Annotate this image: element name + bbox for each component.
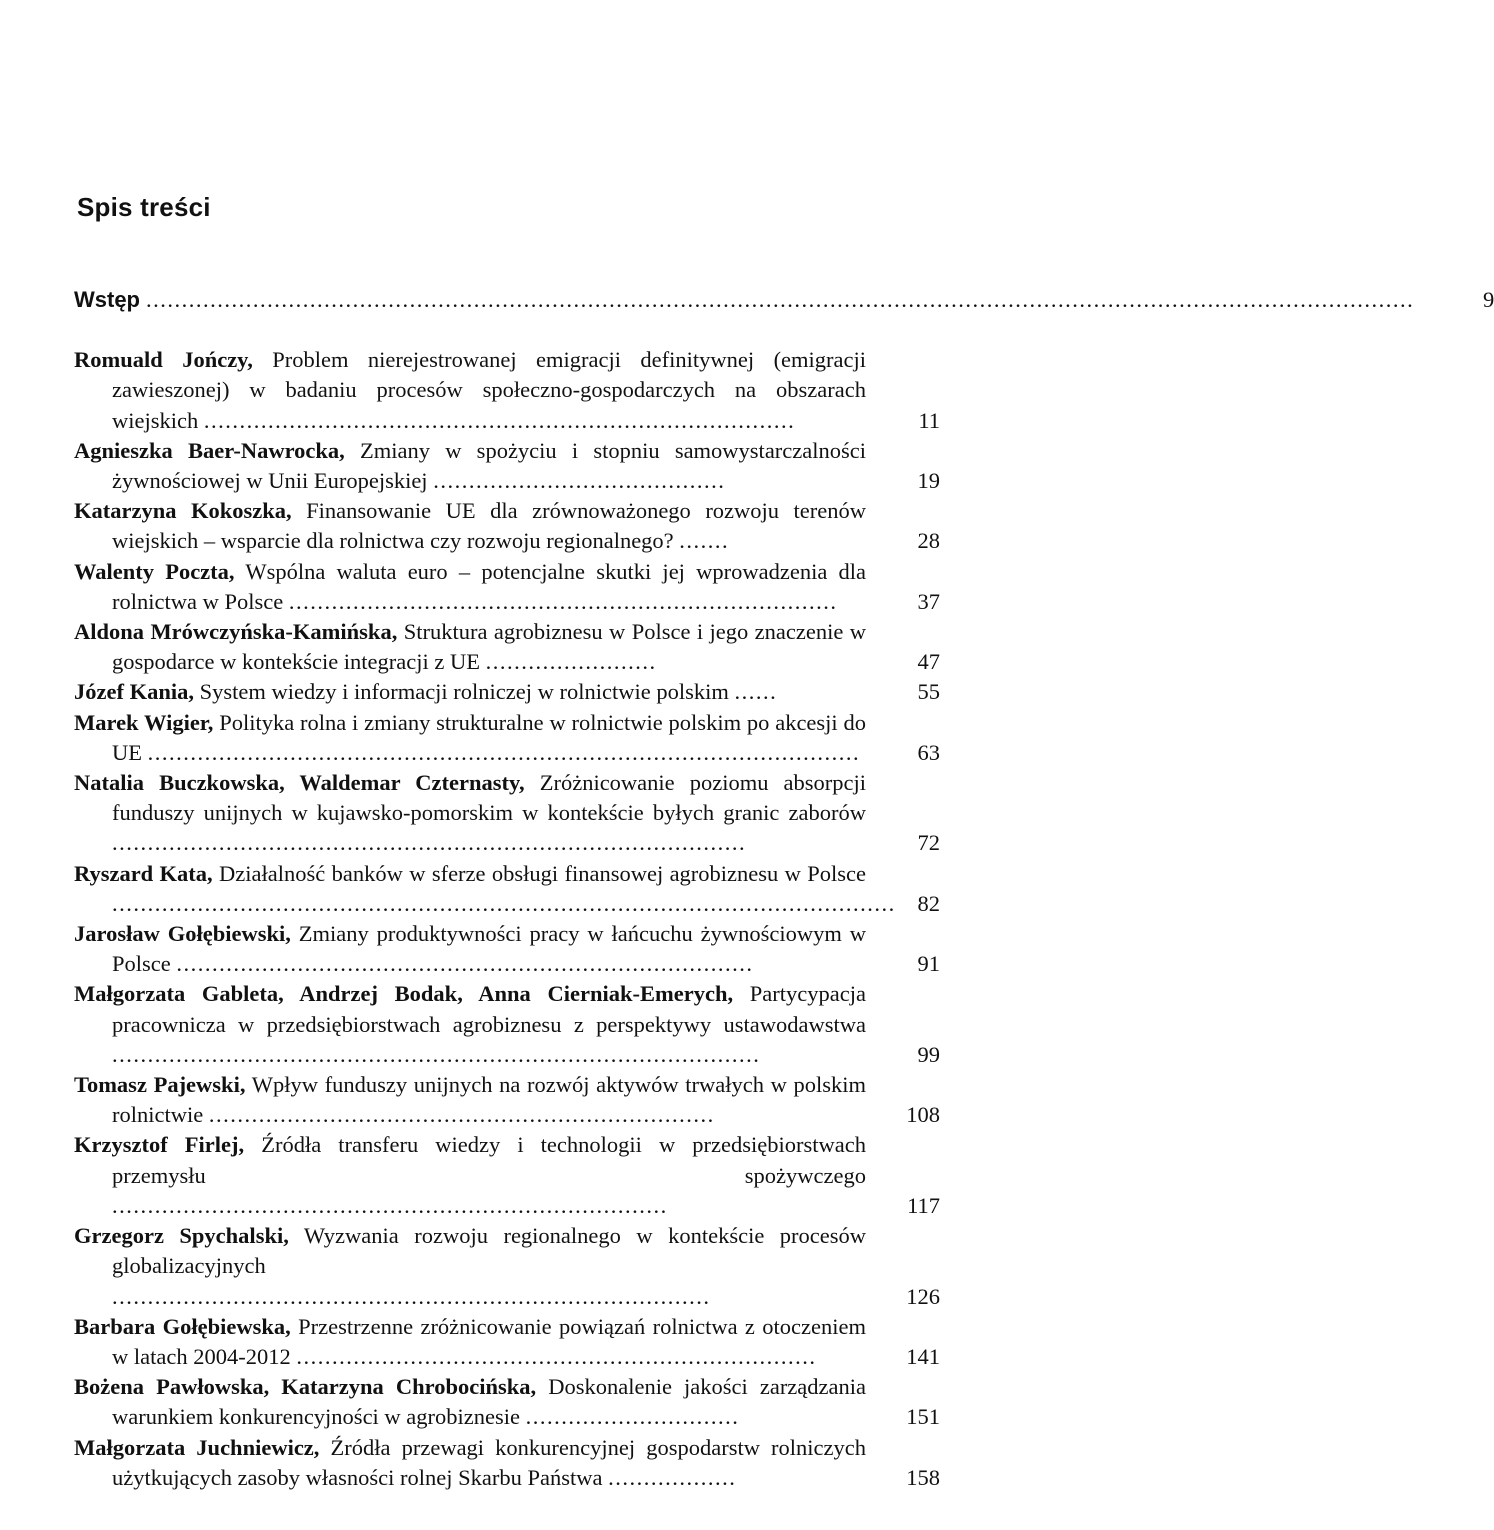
toc-entry[interactable] [74, 436, 940, 496]
dot-leader: ...... [734, 679, 778, 705]
toc-entry[interactable] [74, 1433, 940, 1493]
table-of-contents [74, 285, 1494, 1493]
entry-author: Jarosław Gołębiewski, [74, 921, 291, 947]
entry-title: Wspólna waluta euro – potencjalne skutki jej wprowadzenia dla rolnictwa w Polsce [112, 558, 867, 614]
entry-text [74, 496, 866, 556]
entry-author: Józef Kania, [74, 679, 194, 705]
entry-title: Finansowanie UE dla zrównoważonego rozwoju terenów wiejskich – wsparcie dla rolnictwa czy rozwoju regionalnego? [112, 498, 867, 554]
dot-leader: ....... [679, 528, 730, 554]
entry-author: Natalia Buczkowska, Waldemar Czternasty, [74, 770, 525, 796]
toc-entry[interactable] [74, 979, 940, 1070]
dot-leader: ......................................... [433, 468, 726, 494]
page-number: 108 [906, 1102, 940, 1128]
dot-leader: ........................ [485, 649, 657, 675]
dot-leader: ................................................................................. [176, 951, 754, 977]
entry-title: Wyzwania rozwoju regionalnego w kontekście procesów globalizacyjnych [112, 1223, 867, 1279]
page-number: 82 [917, 890, 940, 916]
intro-label: Wstęp [74, 287, 140, 312]
entry-title: Doskonalenie jakości zarządzania warunkiem konkurencyjności w agrobiznesie [112, 1374, 866, 1430]
toc-entry[interactable] [74, 708, 940, 768]
entry-author: Krzysztof Firlej, [74, 1132, 245, 1158]
entry-title: Zmiany w spożyciu i stopniu samowystarczalności żywnościowej w Unii Europejskiej [112, 437, 866, 494]
toc-entry[interactable] [74, 1372, 940, 1432]
toc-entry[interactable] [74, 557, 940, 617]
toc-entry[interactable] [74, 496, 940, 556]
entry-title: Przestrzenne zróżnicowanie powiązań rolnictwa z otoczeniem w latach 2004-2012 [112, 1313, 866, 1369]
dot-leader: .............................. [525, 1404, 740, 1430]
entry-text [74, 1433, 866, 1493]
page-number: 117 [907, 1192, 940, 1218]
entry-author: Ryszard Kata, [74, 860, 213, 886]
entry-author: Agnieszka Baer-Nawrocka, [74, 437, 345, 463]
entry-text [74, 979, 866, 1070]
dot-leader: ......................................................................................... [112, 830, 747, 856]
entry-author: Bożena Pawłowska, Katarzyna Chrobocińska, [74, 1374, 537, 1400]
entry-title: Wpływ funduszy unijnych na rozwój aktywów trwałych w polskim rolnictwie [112, 1072, 867, 1128]
entry-author: Romuald Jończy, [74, 347, 253, 373]
dot-leader: ....................................................................... [208, 1102, 715, 1128]
entry-author: Barbara Gołębiewska, [74, 1313, 291, 1339]
toc-entry[interactable] [74, 1130, 940, 1221]
page-number: 9 [1483, 287, 1494, 312]
page-number: 151 [906, 1404, 940, 1430]
dot-leader: .................................................................................................... [147, 739, 861, 765]
entry-text [74, 1372, 866, 1432]
entry-author: Małgorzata Juchniewicz, [74, 1434, 320, 1460]
page-number: 47 [917, 649, 940, 675]
entry-text [74, 436, 866, 496]
entry-title: Struktura agrobiznesu w Polsce i jego znaczenie w gospodarce w kontekście integracji z UE [112, 619, 867, 675]
entry-title: Zróżnicowanie poziomu absorpcji funduszy unijnych w kujawsko-pomorskim w kontekście byłych granic zaborów [112, 770, 867, 826]
entry-text [74, 768, 866, 859]
entry-author: Aldona Mrówczyńska-Kamińska, [74, 619, 398, 645]
toc-entry[interactable] [74, 859, 940, 919]
entry-title: System wiedzy i informacji rolniczej w rolnictwie polskim [199, 679, 729, 705]
toc-entry[interactable] [74, 919, 940, 979]
entry-title: Problem nierejestrowanej emigracji definitywnej (emigracji zawieszonej) w badaniu procesów społeczno-gospodarczych na obszarach wiejskich [112, 347, 867, 433]
page-number: 126 [906, 1283, 940, 1309]
entry-text [74, 1312, 866, 1372]
page-number: 11 [918, 407, 940, 433]
entry-title: Partycypacja pracownicza w przedsiębiorstwach agrobiznesu z perspektywy ustawodawstwa [112, 981, 866, 1037]
entry-title: Działalność banków w sferze obsługi finansowej agrobiznesu w Polsce [219, 860, 866, 886]
entry-author: Walenty Poczta, [74, 558, 235, 584]
dot-leader: ......................................................................... [296, 1343, 817, 1369]
entry-text [74, 859, 896, 919]
dot-leader: .............................................................................................................. [112, 890, 896, 916]
entry-title: Zmiany produktywności pracy w łańcuchu żywnościowym w Polsce [112, 921, 867, 977]
entry-text [74, 617, 866, 677]
entry-text [74, 677, 866, 707]
entry-title: Źródła przewagi konkurencyjnej gospodarstw rolniczych użytkujących zasoby własności rolnej Skarbu Państwa [112, 1434, 867, 1490]
page-number: 28 [917, 528, 940, 554]
toc-entry-intro[interactable] [74, 285, 1494, 315]
page-number: 19 [917, 468, 940, 494]
entry-text [74, 919, 866, 979]
entry-text [74, 708, 866, 768]
entry-author: Małgorzata Gableta, Andrzej Bodak, Anna Cierniak-Emerych, [74, 981, 734, 1007]
dot-leader: .................................................................................... [112, 1283, 711, 1309]
entry-text [74, 345, 866, 436]
dot-leader: .................. [608, 1464, 737, 1490]
entry-author: Grzegorz Spychalski, [74, 1223, 289, 1249]
entry-text [74, 1070, 866, 1130]
page-number: 141 [906, 1343, 940, 1369]
dot-leader: ................................................................................... [203, 407, 796, 433]
toc-entry[interactable] [74, 1070, 940, 1130]
toc-entry[interactable] [74, 1312, 940, 1372]
page-number: 55 [917, 679, 940, 705]
toc-entry[interactable] [74, 1221, 940, 1312]
dot-leader: .............................................................................. [112, 1192, 668, 1218]
entry-text [74, 557, 866, 617]
toc-heading: Spis treści [77, 192, 211, 222]
toc-entry[interactable] [74, 345, 940, 436]
entry-text [74, 1221, 866, 1312]
page-number: 37 [917, 588, 940, 614]
page-number: 99 [917, 1041, 940, 1067]
entry-title: Polityka rolna i zmiany strukturalne w rolnictwie polskim po akcesji do UE [112, 709, 866, 765]
dot-leader: ........................................................................................... [112, 1041, 761, 1067]
dot-leader: ............................................................................. [288, 588, 838, 614]
page-number: 63 [917, 739, 940, 765]
entry-author: Tomasz Pajewski, [74, 1072, 246, 1098]
toc-entry[interactable] [74, 768, 940, 859]
entry-title: Źródła transferu wiedzy i technologii w przedsiębiorstwach przemysłu spożywczego [112, 1132, 866, 1188]
dot-leader: .................................................................................................................................................................................. [146, 287, 1415, 312]
toc-entry[interactable] [74, 677, 940, 707]
entry-text [74, 1130, 866, 1221]
entry-author: Katarzyna Kokoszka, [74, 498, 292, 524]
toc-entry[interactable] [74, 617, 940, 677]
page-number: 158 [906, 1464, 940, 1490]
entry-author: Marek Wigier, [74, 709, 214, 735]
page-number: 72 [917, 830, 940, 856]
page-number: 91 [917, 951, 940, 977]
